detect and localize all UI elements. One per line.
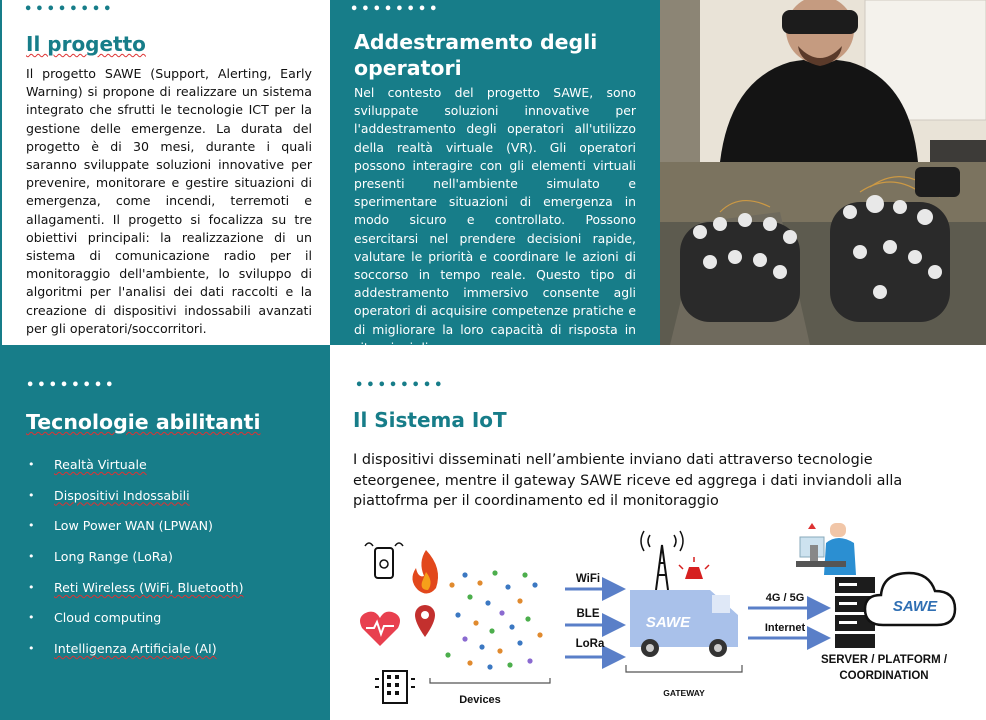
fire-icon — [412, 550, 438, 594]
list-item: • Intelligenza Artificiale (AI) — [28, 641, 217, 657]
server-label-line1: SERVER / PLATFORM / — [820, 654, 948, 666]
list-item: • Dispositivi Indossabili — [28, 487, 190, 503]
list-item: • Long Range (LoRa) — [28, 549, 173, 565]
list-item: • Low Power WAN (LPWAN) — [28, 518, 213, 534]
heart-rate-icon — [360, 612, 400, 646]
sistema-iot-panel — [330, 345, 986, 720]
uplink-label-internet: Internet — [764, 622, 806, 634]
addestramento-body: Nel contesto del progetto SAWE, sono sviluppate soluzioni innovative per l'addestramento degli operatori all'utilizzo della realtà virtuale (VR). Gli operatori possono interagire con gli elementi virtuali presenti nell'ambiente simulato e sperimentare situazioni di emergenza in modo sicuro e controllato. Possono esercitarsi nel prendere decisioni rapide, valutare le priorità e coordinare le azioni di soccorso in tempo reale. Questo tipo di addestramento immersivo consente agli operatori di acquisire competenze pratiche e di migliorare la loro capacità di risposta in — [354, 85, 636, 337]
server-label-line2: COORDINATION — [839, 670, 929, 682]
addestramento-panel — [330, 0, 660, 345]
photo-column — [660, 0, 986, 345]
link-label-ble: BLE — [576, 608, 600, 620]
cloud-icon — [865, 573, 955, 625]
location-pin-icon — [415, 605, 435, 637]
list-item: • Cloud computing — [28, 610, 162, 626]
progetto-body: Il progetto SAWE (Support, Alerting, Early Warning) si propone di realizzare un sistema integrato che sfrutti le tecnologie ICT per la gestione delle emergenze. La durata del progetto è di 30 mesi, durante i quali saranno sviluppate soluzioni innovative per prevenire, monitorare e gestire situazioni di emergenza, come incendi, terremoti e allagamenti. Il progetto si focalizza su tre obiettivi principali: la realizzazione di un sistema di comunicazione radio per il monitoraggio dell'ambiente, lo sviluppo di algoritmi per l'analisi dei dati raccolti e la creazione di dispositivi indossabili avanzati per gli operatori/soccorritori. — [26, 66, 312, 336]
section-dots: •••••••• — [350, 2, 441, 17]
list-item: • Reti Wireless (WiFi, Bluetooth) — [28, 579, 244, 595]
link-label-lora: LoRa — [575, 638, 605, 650]
section-dots: •••••••• — [355, 378, 446, 393]
addestramento-title: Addestramento degli operatori — [354, 30, 598, 80]
smartphone-signal-icon — [365, 543, 403, 578]
iot-diagram — [330, 515, 986, 720]
sistema-iot-title: Il Sistema IoT — [353, 408, 507, 432]
link-label-wifi: WiFi — [575, 573, 601, 585]
uplink-label-4g5g: 4G / 5G — [765, 592, 805, 604]
vr-headset-photo — [660, 0, 986, 162]
list-item: • Realtà Virtuale — [28, 457, 147, 472]
device-cloud — [445, 570, 542, 669]
tecnologie-list — [28, 457, 244, 672]
devices-label: Devices — [459, 694, 501, 706]
sistema-iot-body: I dispositivi disseminati nell’ambiente inviano dati attraverso tecnologie eteorgenee, mentre il gateway SAWE riceve ed aggrega i dati inviandoli alla piattofrma per il coordinamento ed il monitoraggio — [353, 452, 903, 509]
progetto-panel — [0, 0, 330, 345]
gateway-label: GATEWAY — [663, 688, 705, 698]
cloud-brand-logo: SAWE — [892, 598, 938, 615]
gateway-truck — [630, 590, 738, 657]
siren-icon — [679, 557, 709, 579]
building-sensor-icon — [375, 671, 415, 703]
radio-tower-icon — [641, 531, 683, 590]
operator-monitor-icon — [796, 523, 856, 575]
haptic-glove-photo — [660, 162, 986, 345]
tecnologie-panel — [0, 345, 330, 720]
progetto-title: Il progetto — [26, 32, 146, 56]
tecnologie-title: Tecnologie abilitanti — [26, 410, 261, 434]
truck-brand-logo: SAWE — [645, 614, 691, 631]
section-dots: •••••••• — [24, 2, 115, 17]
section-dots: •••••••• — [26, 378, 117, 393]
